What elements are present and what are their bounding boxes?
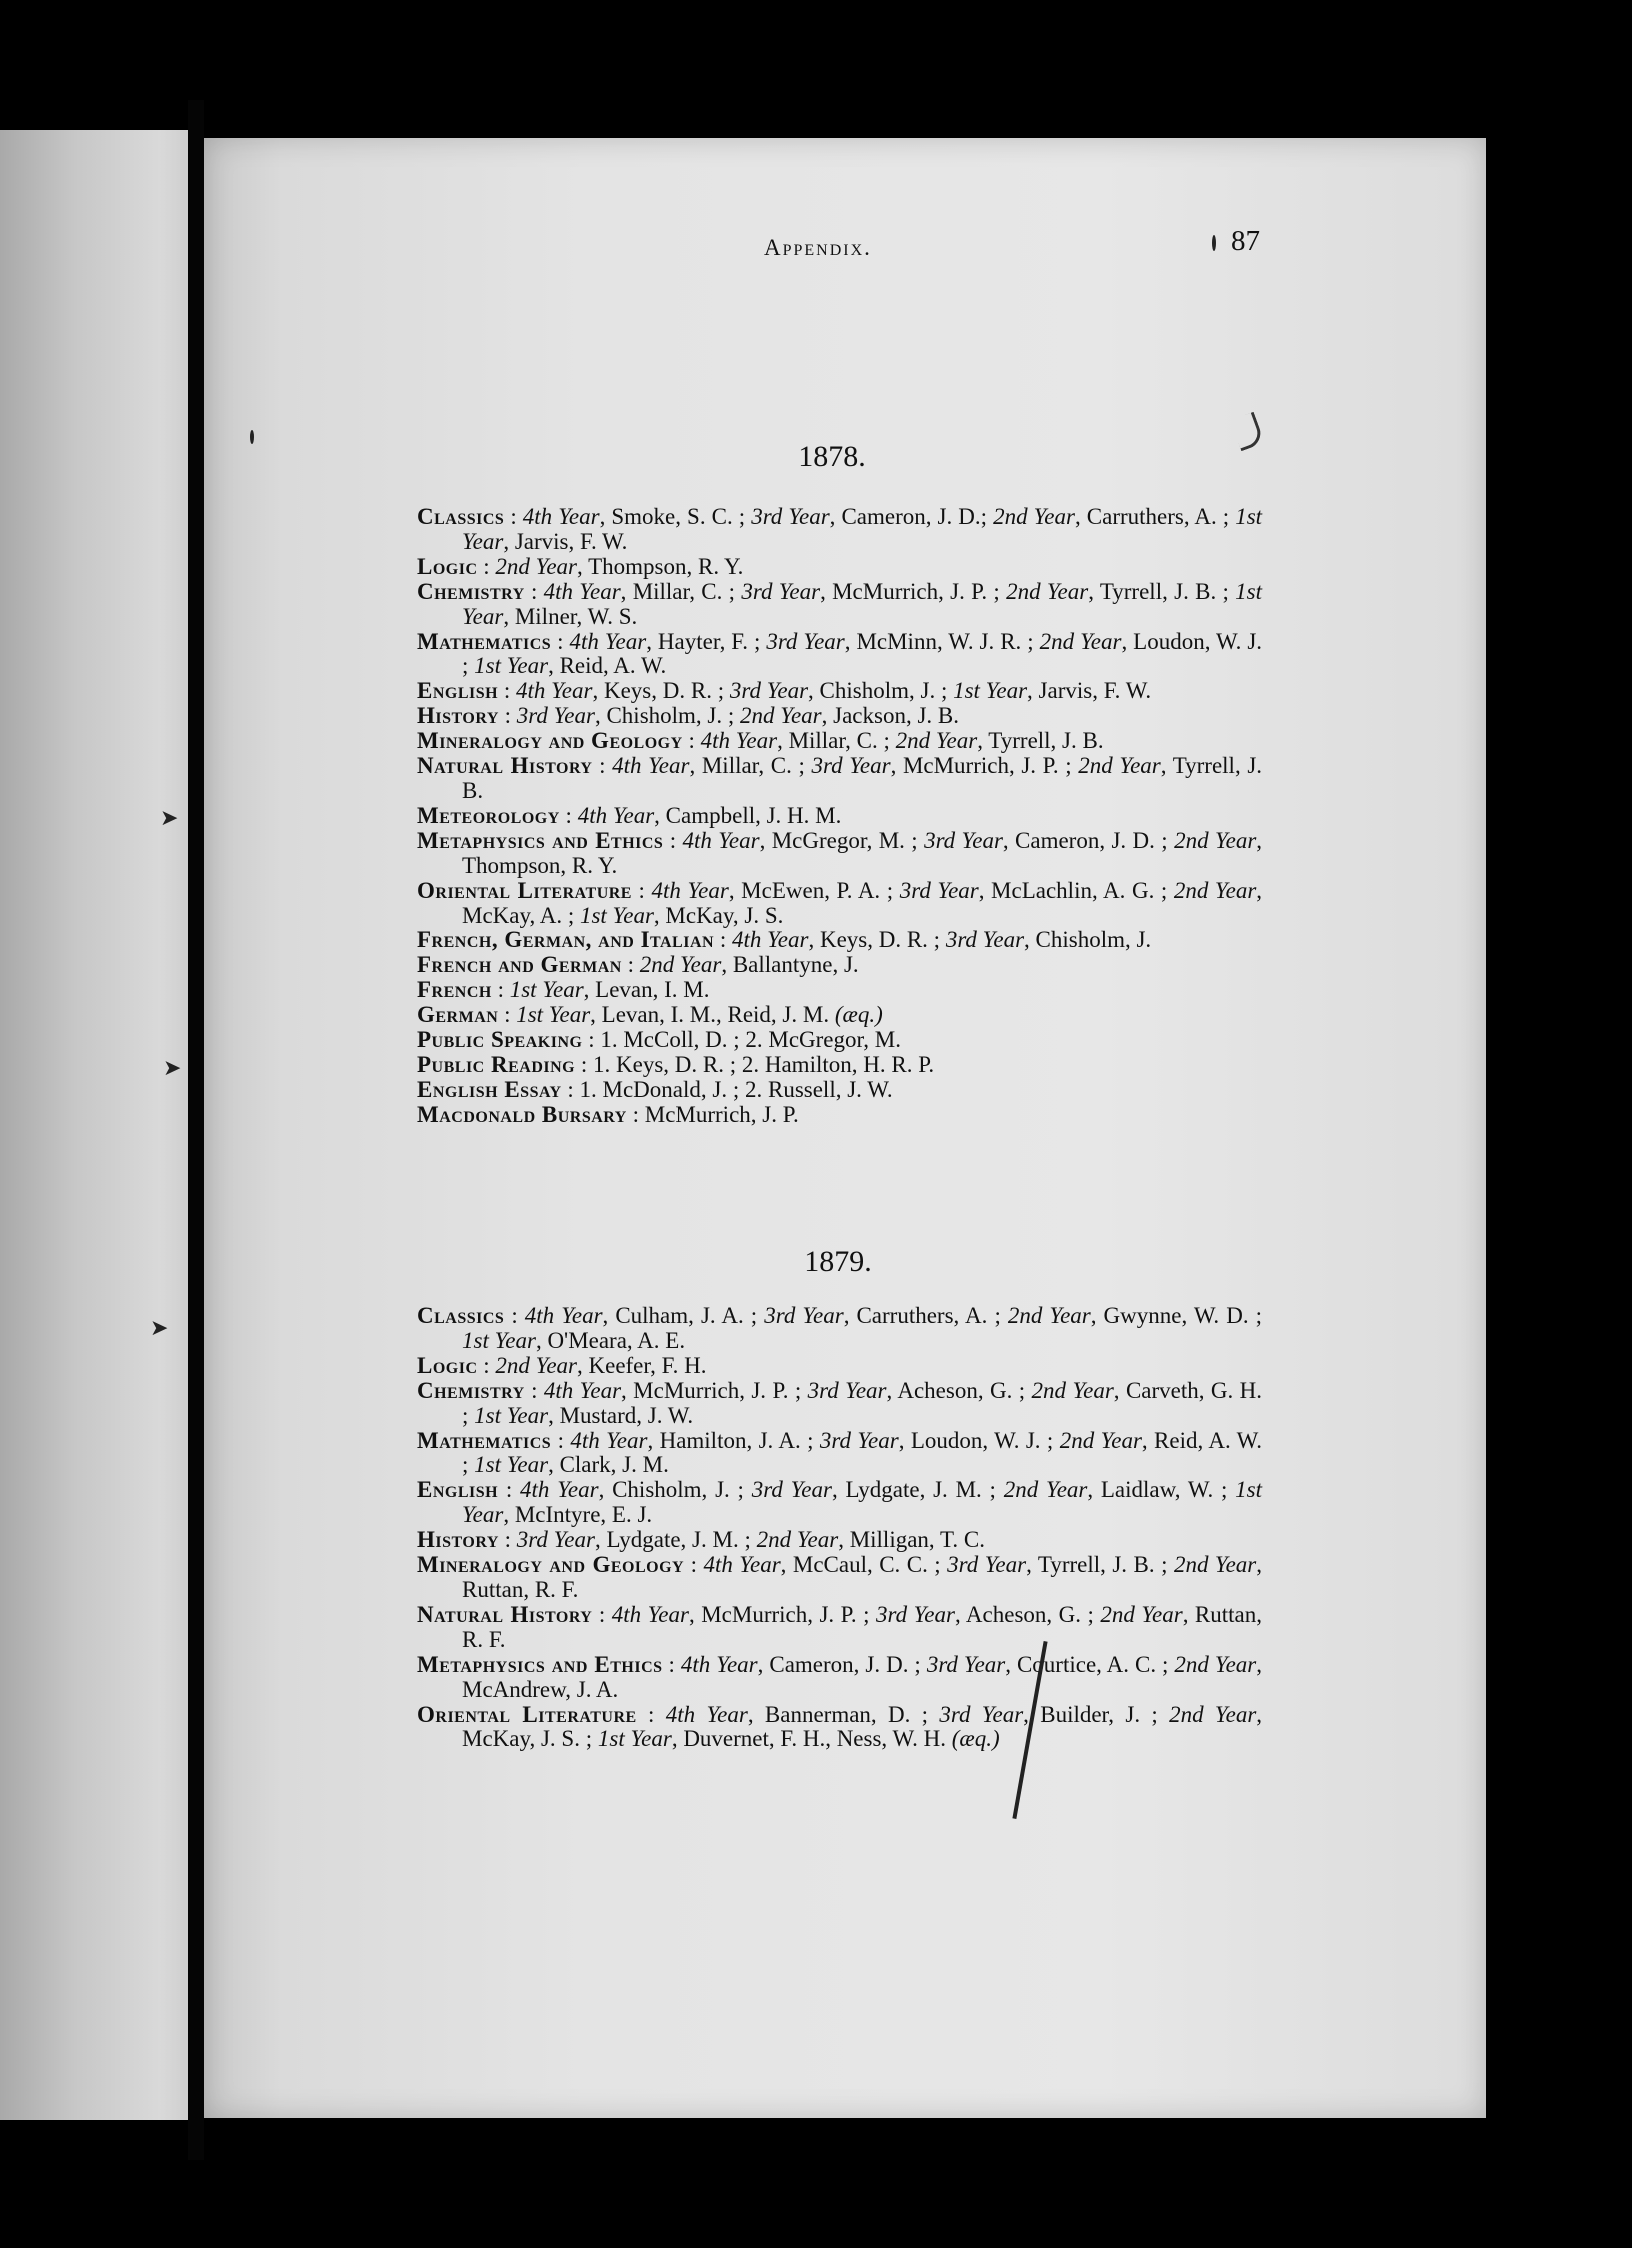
year-label: 1st Year [597, 1726, 672, 1752]
entry-text: , Loudon, W. J. ; [898, 1427, 1060, 1453]
award-entry [417, 1003, 1262, 1028]
subject-label: Classics [417, 1303, 505, 1328]
subject-label: Chemistry [417, 578, 525, 604]
entry-text: , McMinn, W. J. R. ; [844, 628, 1040, 654]
subject-label: Mathematics [417, 1427, 552, 1453]
subject-label: Public Speaking [417, 1027, 583, 1053]
year-label: 3rd Year [926, 1651, 1006, 1677]
year-label: (æq.) [951, 1726, 1000, 1752]
subject-label: Oriental Literature [417, 877, 632, 903]
year-label: 3rd Year [516, 703, 595, 729]
entry-text: , Chisholm, J. ; [808, 678, 954, 704]
year-label: 3rd Year [876, 1601, 955, 1627]
entry-text: : [491, 977, 510, 1003]
entry-text: , Culham, J. A. ; [602, 1303, 765, 1328]
year-label: 1st Year [474, 1402, 549, 1428]
year-label: 3rd Year [947, 1552, 1027, 1578]
subject-label: German [417, 1002, 499, 1028]
year-label: 3rd Year [924, 827, 1003, 853]
award-entry [417, 879, 1262, 929]
year-label: 3rd Year [741, 578, 821, 604]
subject-label: Logic [417, 1352, 478, 1378]
entry-text: , Levan, I. M., Reid, J. M. [590, 1002, 835, 1028]
award-entry [417, 704, 1262, 729]
entry-text: , Builder, J. ; [1023, 1701, 1170, 1727]
entry-text: , Chisholm, J. ; [594, 703, 741, 729]
margin-pointer-mark: ➤ [160, 805, 179, 830]
year-label: 2nd Year [993, 504, 1075, 529]
entry-text: , Tyrrell, J. B. [977, 728, 1104, 754]
year-label: 4th Year [731, 927, 809, 953]
entry-text: : [498, 1527, 517, 1553]
award-entry [417, 978, 1262, 1003]
entry-text: , Lydgate, J. M. ; [831, 1477, 1004, 1503]
subject-label: Metaphysics and Ethics [417, 827, 664, 853]
subject-label: Chemistry [417, 1377, 525, 1403]
year-label: 3rd Year [939, 1701, 1024, 1727]
year-label: (æq.) [834, 1002, 883, 1028]
header-title: Appendix. [764, 235, 872, 260]
entry-text: , Millar, C. ; [777, 728, 896, 754]
subject-label: Natural History [417, 753, 593, 779]
award-entry [417, 1478, 1262, 1528]
year-label: 2nd Year [1174, 827, 1257, 853]
award-entry [417, 1304, 1262, 1354]
entry-text: , Clark, J. M. [548, 1452, 669, 1478]
entry-text: : [621, 952, 640, 978]
year-label: 2nd Year [1031, 1377, 1114, 1403]
entry-text: , Laidlaw, W. ; [1087, 1477, 1236, 1503]
year-label: 4th Year [543, 578, 621, 604]
award-entry [417, 1703, 1262, 1753]
award-entry [417, 1553, 1262, 1603]
award-entry [417, 1028, 1262, 1053]
entry-text: , McAndrew, J. A. [462, 1651, 1262, 1702]
subject-label: Oriental Literature [417, 1701, 637, 1727]
entry-text: , Bannerman, D. ; [747, 1701, 940, 1727]
year-label: 4th Year [569, 628, 647, 654]
subject-label: Mineralogy and Geology [417, 728, 683, 754]
entry-text: : [498, 1477, 521, 1503]
entry-text: , Tyrrell, J. B. ; [1026, 1552, 1174, 1578]
year-label: 1st Year [953, 678, 1028, 704]
award-entry [417, 679, 1262, 704]
award-entry [417, 1653, 1262, 1703]
entry-text: , Loudon, W. J. ; [462, 628, 1263, 679]
year-label: 3rd Year [729, 678, 809, 704]
year-label: 4th Year [700, 728, 778, 754]
award-entry [417, 953, 1262, 978]
entry-text: , Milligan, T. C. [838, 1527, 985, 1553]
award-entry [417, 1379, 1262, 1429]
entry-text: : [592, 753, 613, 779]
year-label: 3rd Year [807, 1377, 887, 1403]
entry-text: , Thompson, R. Y. [462, 827, 1263, 878]
year-label: 3rd Year [764, 1303, 844, 1328]
entry-text: , Campbell, J. H. M. [654, 802, 842, 828]
entry-text: , Hamilton, J. A. ; [647, 1427, 820, 1453]
margin-pointer-mark: ➤ [163, 1055, 182, 1080]
award-entry [417, 804, 1262, 829]
entry-text: : [714, 927, 732, 953]
entry-text: : [551, 628, 570, 654]
year-label: 2nd Year [495, 553, 577, 579]
entry-text: , Millar, C. ; [620, 578, 742, 604]
entry-text: , Tyrrell, J. B. [462, 753, 1263, 803]
entry-text: , Jackson, J. B. [821, 703, 959, 729]
entry-text: , Ballantyne, J. [721, 952, 859, 978]
year-label: 1st Year [462, 578, 1262, 629]
subject-label: Macdonald Bursary [417, 1101, 627, 1127]
year-label: 2nd Year [1006, 578, 1089, 604]
entry-text: : McMurrich, J. P. [626, 1101, 799, 1127]
entry-text: , Duvernet, F. H., Ness, W. H. [671, 1726, 952, 1752]
subject-label: English [417, 678, 499, 704]
entry-text: : [682, 728, 701, 754]
entry-text: , Cameron, J. D. ; [1002, 827, 1175, 853]
entry-text: , McGregor, M. ; [759, 827, 925, 853]
year-label: 3rd Year [516, 1527, 595, 1553]
scan-speck [250, 430, 254, 444]
entry-text: , Smoke, S. C. ; [599, 504, 752, 529]
year-label: 4th Year [524, 1303, 603, 1328]
award-entry [417, 754, 1262, 804]
year-label: 2nd Year [1173, 877, 1257, 903]
year-label: 1st Year [462, 1477, 1263, 1528]
year-heading-1879: 1879. [804, 1245, 872, 1278]
entry-text: : [662, 1651, 681, 1677]
entry-text: , Keefer, F. H. [577, 1352, 707, 1378]
entry-text: : [663, 827, 683, 853]
subject-label: French [417, 977, 492, 1003]
award-entry [417, 1429, 1262, 1479]
entry-text: , McKay, J. S. [653, 902, 784, 928]
entry-text: , Courtice, A. C. ; [1005, 1651, 1175, 1677]
entry-text: : 1. Keys, D. R. ; 2. Hamilton, H. R. P. [575, 1051, 935, 1077]
year-label: 3rd Year [899, 877, 979, 903]
entry-text: : [477, 553, 496, 579]
year-label: 2nd Year [1039, 628, 1122, 654]
entry-text: : [559, 802, 578, 828]
year-label: 1st Year [516, 1002, 591, 1028]
year-label: 1st Year [462, 504, 1263, 554]
entry-text: : [551, 1427, 571, 1453]
entry-text: , Carruthers, A. ; [1074, 504, 1236, 529]
year-label: 3rd Year [945, 927, 1025, 953]
entry-text: , McMurrich, J. P. ; [621, 1377, 808, 1403]
entry-text: : [498, 703, 517, 729]
subject-label: Logic [417, 553, 478, 579]
award-entry [417, 555, 1262, 580]
award-entry [417, 1053, 1262, 1078]
entry-text: , McMurrich, J. P. ; [890, 753, 1079, 779]
entry-text: , Ruttan, R. F. [462, 1601, 1263, 1652]
page-number: 87 [1231, 225, 1260, 257]
entry-text: , Keys, D. R. ; [808, 927, 946, 953]
year-label: 4th Year [611, 1601, 689, 1627]
year-label: 2nd Year [740, 703, 822, 729]
entry-text: , Carveth, G. H. ; [462, 1377, 1263, 1428]
subject-label: English [417, 1477, 499, 1503]
subject-label: English Essay [417, 1076, 562, 1102]
year-label: 2nd Year [1078, 753, 1161, 779]
award-entry [417, 1354, 1262, 1379]
entry-text: , Thompson, R. Y. [577, 553, 744, 579]
entry-text: , Ruttan, R. F. [462, 1552, 1262, 1602]
year-label: 2nd Year [1003, 1477, 1088, 1503]
year-label: 2nd Year [495, 1352, 577, 1378]
entry-text: , Gwynne, W. D. ; [1090, 1303, 1262, 1328]
previous-page-edge [0, 130, 188, 2120]
award-entry [417, 829, 1262, 879]
entry-text: : [498, 1002, 517, 1028]
subject-label: Classics [417, 504, 505, 529]
entry-text: , Reid, A. W. ; [462, 1427, 1263, 1478]
entry-text: : [592, 1601, 612, 1627]
year-label: 1st Year [474, 653, 549, 679]
running-head [560, 225, 1260, 265]
year-label: 4th Year [703, 1552, 781, 1578]
entry-text: , Tyrrell, J. B. ; [1088, 578, 1236, 604]
year-label: 2nd Year [1100, 1601, 1183, 1627]
year-label: 4th Year [577, 802, 655, 828]
award-entry [417, 1103, 1262, 1128]
entry-text: : [504, 1303, 525, 1328]
year-label: 4th Year [680, 1651, 758, 1677]
year-heading-1878: 1878. [798, 440, 866, 473]
entry-text: : [524, 1377, 544, 1403]
year-label: 2nd Year [1173, 1552, 1257, 1578]
entry-text: , McLachlin, A. G. ; [978, 877, 1174, 903]
entry-text: , Carruthers, A. ; [843, 1303, 1008, 1328]
award-entry [417, 729, 1262, 754]
year-label: 2nd Year [1007, 1303, 1091, 1328]
entry-text: : 1. McDonald, J. ; 2. Russell, J. W. [561, 1076, 893, 1102]
award-list-1879 [417, 1304, 1262, 1752]
entry-text: , Hayter, F. ; [646, 628, 767, 654]
subject-label: History [417, 1527, 499, 1553]
year-label: 3rd Year [751, 1477, 832, 1503]
subject-label: Public Reading [417, 1051, 576, 1077]
entry-text: : [684, 1552, 704, 1578]
year-label: 3rd Year [811, 753, 891, 779]
subject-label: French, German, and Italian [417, 927, 715, 953]
subject-label: Natural History [417, 1601, 593, 1627]
entry-text: , McIntyre, E. J. [503, 1502, 653, 1528]
entry-text: , Chisholm, J. ; [598, 1477, 752, 1503]
book-page [204, 138, 1486, 2118]
entry-text: , Milner, W. S. [503, 603, 638, 629]
award-entry [417, 1078, 1262, 1103]
year-label: 1st Year [474, 1452, 549, 1478]
year-label: 2nd Year [1059, 1427, 1142, 1453]
year-label: 4th Year [522, 504, 600, 529]
book-gutter [188, 100, 204, 2160]
year-label: 4th Year [570, 1427, 648, 1453]
year-label: 2nd Year [1174, 1651, 1257, 1677]
year-label: 4th Year [515, 678, 593, 704]
entry-text: , McKay, J. S. ; [462, 1701, 1263, 1752]
entry-text: , McKay, A. ; [462, 877, 1263, 928]
entry-text: : [524, 578, 544, 604]
entry-text: , Acheson, G. ; [954, 1601, 1101, 1627]
award-entry [417, 928, 1262, 953]
entry-text: : 1. McColl, D. ; 2. McGregor, M. [582, 1027, 901, 1053]
year-label: 3rd Year [766, 628, 845, 654]
award-list-1878 [417, 505, 1262, 1128]
entry-text: , McCaul, C. C. ; [780, 1552, 948, 1578]
entry-text: , McEwen, P. A. ; [728, 877, 900, 903]
entry-text: , McMurrich, J. P. ; [688, 1601, 877, 1627]
year-label: 3rd Year [751, 504, 830, 529]
year-label: 1st Year [462, 1327, 536, 1353]
entry-text: , Cameron, J. D. ; [757, 1651, 927, 1677]
award-entry [417, 580, 1262, 630]
year-label: 4th Year [612, 753, 690, 779]
year-label: 1st Year [579, 902, 654, 928]
entry-text: , Millar, C. ; [689, 753, 812, 779]
year-label: 3rd Year [819, 1427, 899, 1453]
subject-label: Metaphysics and Ethics [417, 1651, 663, 1677]
year-label: 2nd Year [639, 952, 722, 978]
entry-text: : [498, 678, 516, 704]
year-label: 4th Year [682, 827, 760, 853]
entry-text: , O'Meara, A. E. [535, 1327, 686, 1353]
subject-label: French and German [417, 952, 622, 978]
entry-text: , Mustard, J. W. [548, 1402, 694, 1428]
subject-label: Mathematics [417, 628, 552, 654]
award-entry [417, 630, 1262, 680]
entry-text: , Chisholm, J. [1024, 927, 1152, 953]
year-label: 1st Year [509, 977, 584, 1003]
year-label: 4th Year [520, 1477, 599, 1503]
award-entry [417, 505, 1262, 555]
entry-text: , Cameron, J. D.; [829, 504, 994, 529]
year-label: 2nd Year [756, 1527, 839, 1553]
year-label: 4th Year [651, 877, 729, 903]
award-entry [417, 1603, 1262, 1653]
entry-text: : [477, 1352, 496, 1378]
entry-text: , Lydgate, J. M. ; [594, 1527, 757, 1553]
year-label: 4th Year [543, 1377, 622, 1403]
year-label: 2nd Year [895, 728, 978, 754]
entry-text: : [636, 1701, 666, 1727]
entry-text: , McMurrich, J. P. ; [820, 578, 1007, 604]
margin-pointer-mark: ➤ [150, 1315, 169, 1340]
entry-text: , Keys, D. R. ; [592, 678, 730, 704]
entry-text: , Reid, A. W. [548, 653, 667, 679]
year-label: 2nd Year [1169, 1701, 1257, 1727]
subject-label: History [417, 703, 499, 729]
subject-label: Mineralogy and Geology [417, 1552, 685, 1578]
year-label: 4th Year [665, 1701, 748, 1727]
entry-text: , Levan, I. M. [583, 977, 710, 1003]
entry-text: : [631, 877, 652, 903]
entry-text: : [504, 504, 523, 529]
entry-text: , Jarvis, F. W. [1027, 678, 1152, 704]
entry-text: , Jarvis, F. W. [503, 528, 628, 554]
entry-text: , Acheson, G. ; [886, 1377, 1032, 1403]
subject-label: Meteorology [417, 802, 560, 828]
award-entry [417, 1528, 1262, 1553]
